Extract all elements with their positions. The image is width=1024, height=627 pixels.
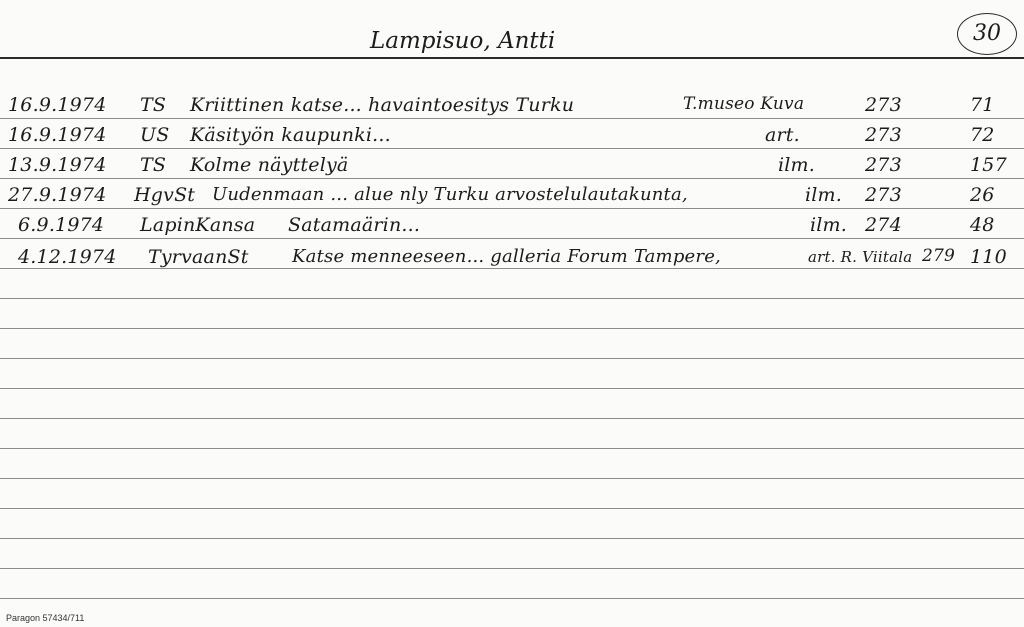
entry-date: 27.9.1974	[8, 184, 107, 206]
entry-text: Uudenmaan ... alue nly Turku arvostelulautakunta,	[212, 184, 688, 205]
entry-volume: 279	[922, 246, 956, 266]
entry-date: 16.9.1974	[8, 124, 107, 146]
entry-volume: 274	[865, 214, 902, 236]
entry-source: HgvSt	[134, 184, 196, 206]
entry-type: ilm.	[805, 184, 843, 206]
card-title: Lampisuo, Antti	[370, 28, 556, 54]
entry-text: Satamaärin...	[288, 214, 421, 236]
ruled-line	[0, 598, 1024, 599]
entry-page: 157	[970, 154, 1007, 176]
ruled-line	[0, 298, 1024, 299]
card-number: 30	[957, 13, 1017, 55]
entry-page: 72	[970, 124, 995, 146]
entry-source: LapinKansa	[140, 214, 256, 236]
ruled-line	[0, 538, 1024, 539]
entry-date: 13.9.1974	[8, 154, 107, 176]
entry-source: TS	[140, 94, 167, 116]
ruled-line	[0, 328, 1024, 329]
entry-volume: 273	[865, 184, 902, 206]
entry-type: ilm.	[810, 214, 848, 236]
ruled-line	[0, 448, 1024, 449]
entry-page: 48	[970, 214, 995, 236]
entry-page: 110	[970, 246, 1007, 268]
ruled-line	[0, 508, 1024, 509]
ruled-line	[0, 388, 1024, 389]
entry-source: TyrvaanSt	[148, 246, 249, 268]
entry-source: TS	[140, 154, 167, 176]
entry-text: Kriittinen katse... havaintoesitys Turku	[190, 94, 575, 116]
ruled-line	[0, 358, 1024, 359]
ruled-line	[0, 208, 1024, 209]
ruled-line	[0, 478, 1024, 479]
entry-volume: 273	[865, 154, 902, 176]
entry-page: 71	[970, 94, 995, 116]
ruled-line	[0, 568, 1024, 569]
entry-page: 26	[970, 184, 995, 206]
entry-type: art.	[765, 124, 800, 146]
ruled-line	[0, 148, 1024, 149]
entry-volume: 273	[865, 124, 902, 146]
entry-text: Katse menneeseen... galleria Forum Tampere,	[292, 246, 721, 267]
entry-volume: 273	[865, 94, 902, 116]
entry-text: Käsityön kaupunki...	[190, 124, 391, 146]
ruled-line	[0, 178, 1024, 179]
entry-date: 6.9.1974	[18, 214, 105, 236]
ruled-line	[0, 118, 1024, 119]
entry-type: T.museo Kuva	[683, 94, 805, 114]
card-footer: Paragon 57434/711	[6, 613, 85, 623]
entry-date: 16.9.1974	[8, 94, 107, 116]
ruled-line	[0, 268, 1024, 269]
ruled-line	[0, 238, 1024, 239]
entry-type: ilm.	[778, 154, 816, 176]
entry-source: US	[140, 124, 170, 146]
entry-date: 4.12.1974	[18, 246, 117, 268]
entry-text: Kolme näyttelyä	[190, 154, 349, 176]
header-rule	[0, 57, 1024, 59]
ruled-line	[0, 418, 1024, 419]
entry-type: art. R. Viitala	[808, 248, 913, 266]
